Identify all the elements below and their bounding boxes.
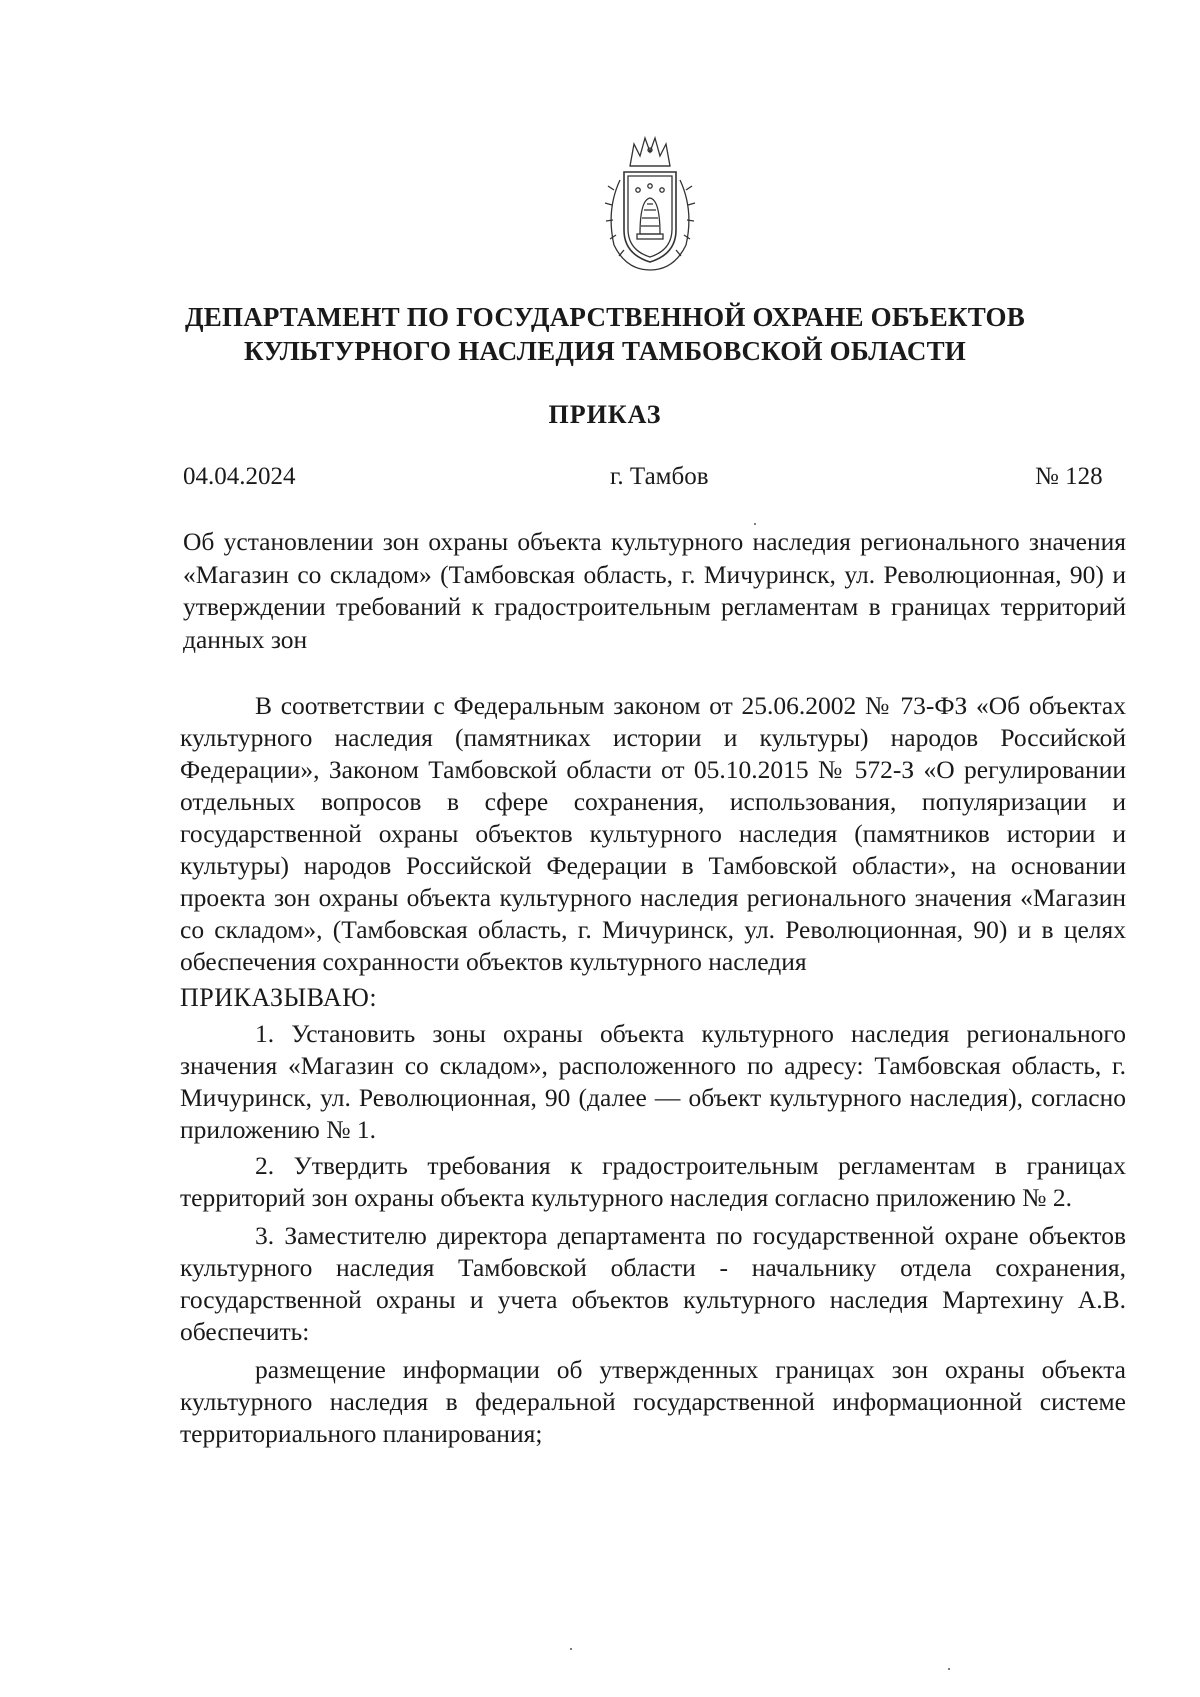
- department-name-line-1: ДЕПАРТАМЕНТ ПО ГОСУДАРСТВЕННОЙ ОХРАНЕ ОБЪЕКТОВ: [185, 302, 1025, 332]
- order-date: 04.04.2024: [183, 463, 296, 490]
- order-subject: Об установлении зон охраны объекта культурного наследия регионального значения «Магазин со складом» (Тамбовская область, г. Мичуринск, ул. Революционная, 90) и утверждении требований к градостроительным регламентам в границах территорий данных зон: [183, 527, 1126, 654]
- tambov-oblast-coat-of-arms-icon: [600, 130, 700, 276]
- order-item-3-subpoint: размещение информации об утвержденных границах зон охраны объекта культурного наследия в федеральной государственной информационной системе территориального планирования;: [180, 1355, 1126, 1448]
- department-header: [150, 300, 1060, 368]
- order-city: г. Тамбов: [610, 463, 709, 490]
- order-body: [180, 690, 1126, 1454]
- order-item-2: 2. Утвердить требования к градостроительным регламентам в границах территорий зон охраны объекта культурного наследия согласно приложению № 2.: [180, 1151, 1126, 1212]
- order-number: № 128: [1035, 463, 1103, 490]
- department-name-line-2: КУЛЬТУРНОГО НАСЛЕДИЯ ТАМБОВСКОЙ ОБЛАСТИ: [244, 336, 966, 366]
- order-item-3: 3. Заместителю директора департамента по государственной охране объектов культурного наследия Тамбовской области - начальнику отдела сохранения, государственной охраны и учета объектов культурного наследия Мартехину А.В. обеспечить:: [180, 1221, 1126, 1346]
- order-item-1: 1. Установить зоны охраны объекта культурного наследия регионального значения «Магазин со складом», расположенного по адресу: Тамбовская область, г. Мичуринск, ул. Революционная, 90 (далее — объект культурного наследия), согласно приложению № 1.: [180, 1019, 1126, 1144]
- order-directive-word: ПРИКАЗЫВАЮ:: [180, 983, 378, 1012]
- order-preamble: В соответствии с Федеральным законом от 25.06.2002 № 73-ФЗ «Об объектах культурного наследия (памятниках истории и культуры) народов Российской Федерации», Законом Тамбовской области от 05.10.2015 № 572-З «О регулировании отдельных вопросов в сфере сохранения, использования, популяризации и государственной охраны объектов культурного наследия (памятников истории и культуры) народов Российской Федерации в Тамбовской области», на основании проекта зон охраны объекта культурного наследия регионального значения «Магазин со складом», (Тамбовская область, г. Мичуринск, ул. Революционная, 90) и в целях обеспечения сохранности объектов культурного наследия: [180, 691, 1126, 976]
- document-type-title: ПРИКАЗ: [548, 400, 662, 429]
